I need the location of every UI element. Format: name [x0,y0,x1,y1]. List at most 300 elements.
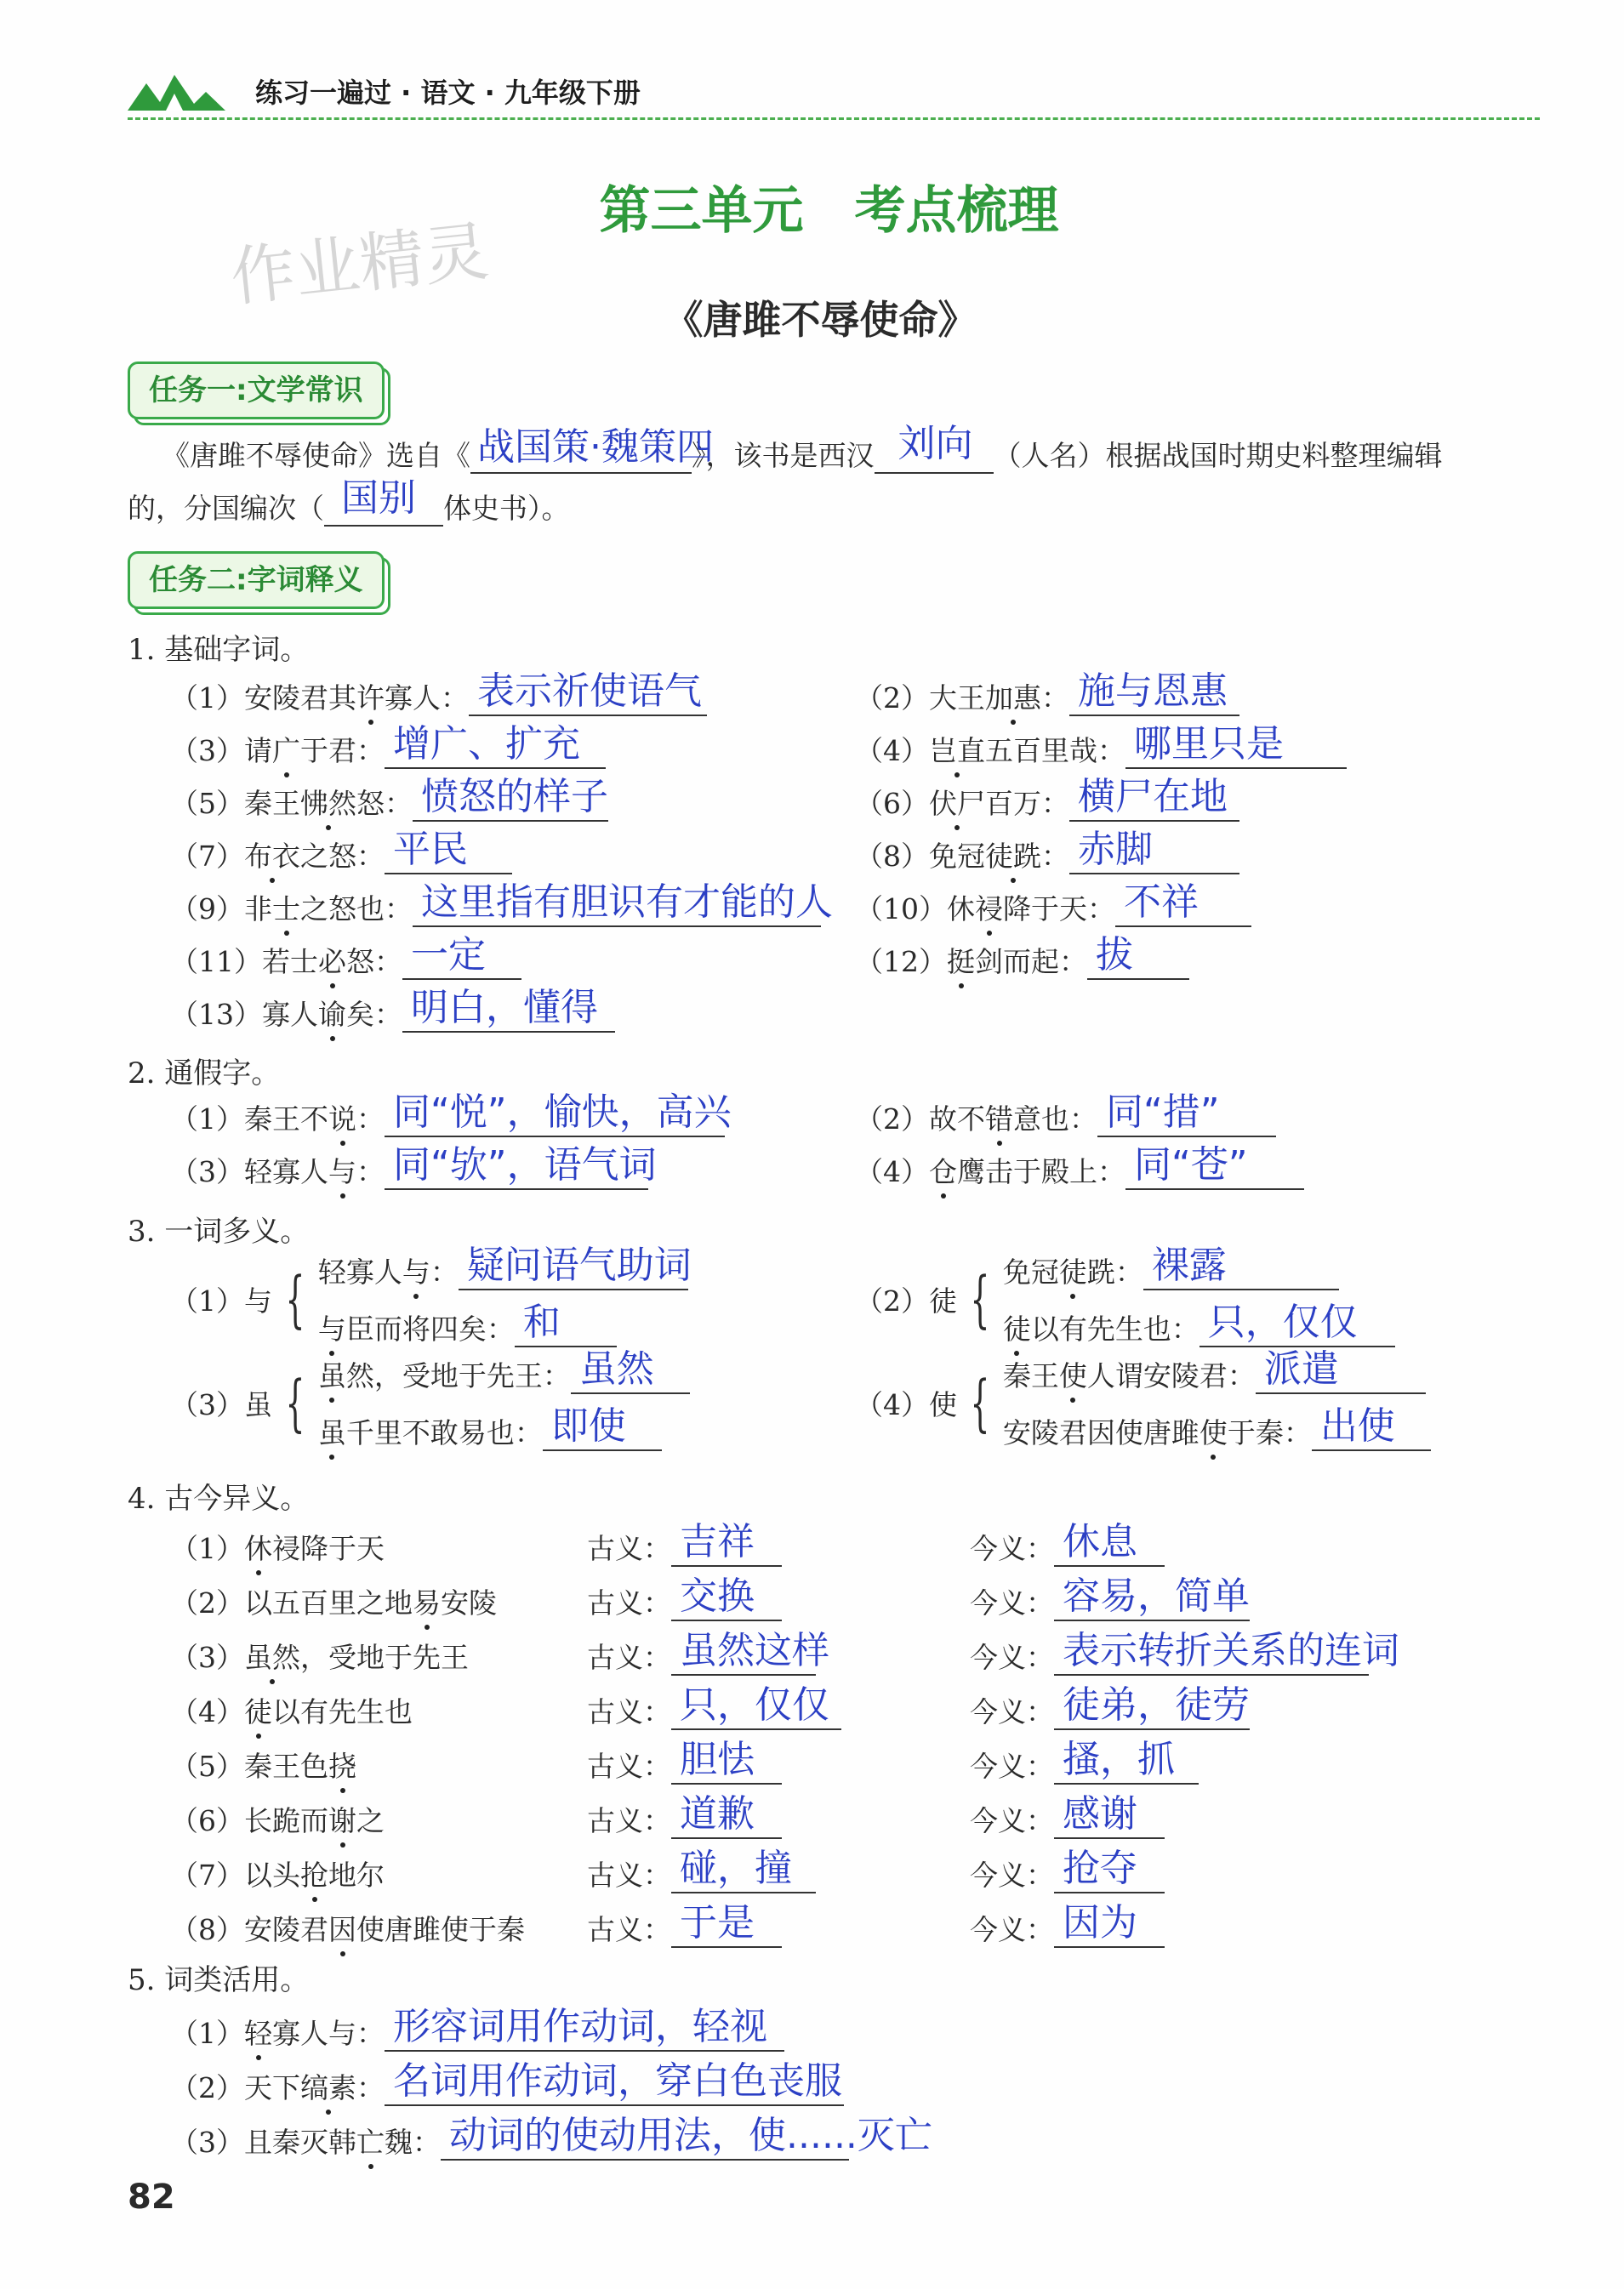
answer-blank[interactable] [413,880,833,927]
item-number: （7） [170,1859,244,1892]
item-key: 抢 [300,1853,328,1893]
item-post: ，受地于先王 [300,1641,469,1674]
answer-text: 表示祈使语气 [477,669,702,713]
brace: { [285,1367,305,1438]
answer-blank[interactable] [1069,775,1239,822]
item-post: 臣而将四矣： [345,1312,515,1346]
item-pre: 秦王 [1002,1359,1059,1392]
item-post: 以有先生也： [1030,1312,1199,1346]
jin-meaning [970,1792,1165,1839]
section4-title: 4. 古今异义。 [128,1482,310,1516]
answer-text: 疑问语气助词 [466,1244,692,1287]
item-key: 加惠 [985,676,1041,716]
answer-blank[interactable] [385,1090,732,1137]
item-number: （3） [170,2126,244,2159]
answer-text: 明白，懂得 [411,986,598,1029]
item-post: 怒： [346,945,402,978]
answer-text: 平民 [393,828,468,871]
item-post: 怒： [356,787,413,820]
jin-label: 今义： [970,1532,1054,1565]
answer-text: 即使 [550,1404,626,1448]
header-dashed-rule [128,117,1540,120]
item-number: （5） [170,787,244,820]
item-key: 虽 [318,1354,346,1394]
answer-blank[interactable] [1087,933,1189,980]
polysemy-group [855,1244,1395,1347]
vocab-row [170,986,615,1033]
answer-text: 动词的使动用法，使......灭亡 [449,2114,932,2157]
item-number: （3） [170,1387,244,1421]
item-key: 徒跣 [985,834,1041,874]
jin-answer-blank[interactable] [1054,1574,1250,1621]
section5-title: 5. 词类活用。 [128,1963,310,1997]
jin-label: 今义： [970,1859,1054,1892]
answer-blank[interactable] [469,669,707,716]
gu-answer-blank[interactable] [671,1847,816,1893]
polysemy-word: 与 [244,1284,272,1318]
item-key: 广 [272,729,300,769]
item-key: 徒 [1059,1250,1087,1290]
jin-label: 今义： [970,1695,1054,1728]
tongjia-row [170,1090,732,1137]
item-post: 千里不敢易也： [345,1416,543,1449]
answer-blank[interactable] [1256,1347,1426,1394]
brace: { [285,1263,305,1335]
item-key: 伏尸 [929,782,985,822]
page-number: 82 [128,2178,175,2217]
polysemy-lines [1002,1244,1395,1347]
item-key: 怫然 [300,782,356,822]
item-post: 以有先生也 [272,1695,413,1728]
blank-book[interactable] [470,425,714,474]
polysemy-line [317,1244,692,1290]
answer-blank[interactable] [1312,1404,1431,1451]
item-pre: 寡人 [262,998,318,1031]
item-pre: 请 [244,734,272,767]
answer-blank[interactable] [441,2114,932,2161]
vocab-row [170,669,707,716]
item-post: 矣： [346,998,402,1031]
jin-answer-blank[interactable] [1054,1629,1399,1676]
jin-meaning [970,1574,1250,1621]
header [128,60,1540,128]
answer-text: 虽然这样 [680,1629,829,1672]
answer-text: 胆怯 [680,1738,755,1781]
gu-label: 古义： [587,1859,671,1892]
item-post: 魏： [385,2126,441,2159]
answer-blank[interactable] [385,722,606,769]
item-post: ： [430,1256,459,1289]
item-key: 谢 [328,1799,356,1839]
item-key: 挠 [328,1745,356,1785]
answer-person: 刘向 [897,422,973,465]
item-pre: 大王 [929,681,985,715]
item-key: 许 [356,676,385,716]
gu-meaning [587,1847,816,1893]
answer-text: 感谢 [1063,1792,1137,1836]
item-key: 缟素 [300,2066,356,2106]
answer-blank[interactable] [1069,669,1239,716]
mountain-logo-icon [128,68,230,116]
answer-text: 于是 [680,1901,755,1945]
vocab-row [855,775,1239,822]
item-pre: 免冠 [929,840,985,873]
item-post: 跣： [1086,1256,1143,1289]
gu-answer-blank[interactable] [671,1792,782,1839]
item-post: 降于天： [1003,892,1115,925]
item-key: 布衣 [244,834,300,874]
polysemy-line [1002,1244,1395,1290]
item-post: 使唐雎使于秦 [356,1913,525,1946]
item-key: 虽然 [244,1636,300,1676]
item-number: （8） [170,1913,244,1946]
gu-meaning [587,1574,782,1621]
gujin-row [170,1581,497,1621]
item-pre: 若士 [262,945,318,978]
item-key: 虽 [318,1411,346,1451]
tongjia-row [170,1143,657,1190]
item-number: （3） [170,734,244,767]
item-post: 鹰击于殿上： [957,1155,1125,1188]
item-post: 人谓安陵君： [1086,1359,1256,1392]
item-number: （6） [170,1804,244,1837]
item-pre: 休 [947,892,975,925]
item-post: 安陵 [441,1586,497,1620]
item-number: （4） [855,1155,929,1188]
gu-label: 古义： [587,1913,671,1946]
item-post: 然，受地于先王： [345,1359,571,1392]
answer-blank[interactable] [571,1347,690,1394]
jin-label: 今义： [970,1804,1054,1837]
gujin-row [170,1908,525,1948]
item-post: 之怒也： [300,892,413,925]
item-key: 祲 [975,887,1003,927]
item-key: 仓 [929,1150,957,1190]
item-key: 谕 [318,993,346,1033]
gu-meaning [587,1792,782,1839]
item-post: ： [1041,681,1069,715]
item-number: （10） [855,892,947,925]
answer-blank[interactable] [385,2059,844,2106]
answer-text: 道歉 [680,1792,755,1836]
item-pre: 秦王不 [244,1102,328,1136]
vocab-row [855,933,1189,980]
vocab-row [170,828,512,874]
answer-blank[interactable] [1125,1143,1304,1190]
gu-meaning [587,1520,782,1567]
jin-answer-blank[interactable] [1054,1847,1165,1893]
item-pre: 故不 [929,1102,985,1136]
answer-blank[interactable] [402,986,615,1033]
word-class-row [170,2059,844,2106]
answer-type: 国别 [341,476,416,520]
jin-answer-blank[interactable] [1054,1901,1165,1948]
item-number: （12） [855,945,947,978]
gu-meaning [587,1629,829,1676]
answer-text: 同“悦”，愉快，高兴 [393,1090,732,1134]
task1-paragraph-line2 [128,476,570,527]
jin-meaning [970,1847,1165,1893]
item-number: （6） [855,787,929,820]
item-key: 与 [402,1250,430,1290]
gujin-row [170,1853,385,1893]
answer-text: 同“措” [1106,1090,1220,1134]
item-pre: 安陵君其 [244,681,356,715]
item-pre: 轻寡人 [317,1256,402,1289]
item-post: 寡人： [385,681,469,715]
item-post: 意也： [1013,1102,1097,1136]
item-pre: 天下 [244,2071,300,2104]
item-number: （9） [170,892,244,925]
word-class-row [170,2114,932,2161]
item-post: 于秦： [1227,1416,1312,1449]
gu-answer-blank[interactable] [671,1574,782,1621]
jin-answer-blank[interactable] [1054,1520,1165,1567]
tongjia-row [855,1090,1276,1137]
gu-label: 古义： [587,1586,671,1620]
answer-text: 容易，简单 [1063,1574,1250,1618]
gu-answer-blank[interactable] [671,1629,829,1676]
jin-meaning [970,1629,1399,1676]
answer-text: 同“苍” [1134,1143,1248,1187]
task1-text-d: 的，分国编次（ [128,492,324,525]
item-post: 之 [356,1804,385,1837]
answer-text: 哪里只是 [1134,722,1284,766]
item-number: （1） [170,2017,244,2050]
jin-label: 今义： [970,1750,1054,1783]
item-key: 说 [328,1097,356,1137]
item-post: 寡人与： [272,2017,385,2050]
answer-text: 休息 [1063,1520,1137,1563]
answer-text: 碰，撞 [680,1847,792,1890]
jin-label: 今义： [970,1913,1054,1946]
item-number: （5） [170,1750,244,1783]
item-key: 与 [318,1307,346,1347]
answer-text: 吉祥 [680,1520,755,1563]
polysemy-word: 使 [929,1387,957,1421]
answer-text: 只，仅仅 [680,1683,829,1727]
gu-meaning [587,1901,782,1948]
answer-blank[interactable] [385,828,512,874]
answer-blank[interactable] [459,1244,692,1290]
item-pre: 安陵君 [244,1913,328,1946]
answer-blank[interactable] [1143,1244,1339,1290]
watermark: 作业精灵 [226,213,493,316]
item-pre: 轻寡人 [244,1155,328,1188]
answer-text: 施与恩惠 [1078,669,1228,713]
jin-label: 今义： [970,1641,1054,1674]
item-number: （7） [170,840,244,873]
answer-text: 一定 [411,933,486,977]
vocab-row [855,828,1239,874]
polysemy-line [1002,1404,1431,1451]
item-key: 休 [244,1527,272,1567]
answer-text: 赤脚 [1078,828,1153,871]
item-key: 徒 [1003,1307,1031,1347]
gu-answer-blank[interactable] [671,1738,782,1785]
polysemy-line [317,1347,690,1394]
vocab-row [170,722,606,769]
item-pre: 以头 [244,1859,300,1892]
item-pre: 非 [244,892,272,925]
item-key: 易 [413,1581,441,1621]
polysemy-group [170,1347,690,1451]
answer-text: 这里指有胆识有才能的人 [421,880,833,924]
task1-text-a: 《唐雎不辱使命》选自《 [162,439,470,472]
answer-text: 裸露 [1151,1244,1227,1287]
item-number: （4） [855,734,929,767]
item-pre: 秦王 [244,787,300,820]
item-pre: 免冠 [1002,1256,1059,1289]
gujin-row [170,1799,385,1839]
answer-blank[interactable] [543,1404,662,1451]
answer-text: 因为 [1063,1901,1137,1945]
item-key: 徒 [244,1690,272,1730]
polysemy-lines [1002,1347,1431,1451]
item-post: ： [356,1102,385,1136]
gu-label: 古义： [587,1750,671,1783]
answer-blank[interactable] [413,775,608,822]
item-key: 错 [985,1097,1013,1137]
answer-blank[interactable] [385,2005,784,2052]
answer-blank[interactable] [1097,1090,1276,1137]
answer-blank[interactable] [402,933,521,980]
task2-label: 任务二:字词释义 [128,551,385,609]
item-post: 剑而起： [975,945,1087,978]
item-post: 于君： [300,734,385,767]
word-class-row [170,2005,784,2052]
gu-label: 古义： [587,1532,671,1565]
unit-title: 第三单元 考点梳理 [599,181,1059,241]
answer-text: 搔，抓 [1063,1738,1175,1781]
item-post: ： [356,2071,385,2104]
answer-blank[interactable] [1115,880,1251,927]
item-pre: 长跪而 [244,1804,328,1837]
item-number: （1） [170,1102,244,1136]
item-key: 挺 [947,940,975,980]
vocab-row [855,669,1239,716]
item-number: （1） [170,1532,244,1565]
item-number: （2） [855,681,929,715]
jin-meaning [970,1901,1165,1948]
polysemy-lines [317,1244,692,1347]
item-post: ： [1041,840,1069,873]
item-key: 轻 [244,2012,272,2052]
jin-answer-blank[interactable] [1054,1683,1250,1730]
gu-answer-blank[interactable] [671,1520,782,1567]
item-number: （8） [855,840,929,873]
gu-label: 古义： [587,1695,671,1728]
task1-text-e: 体史书）。 [443,492,570,525]
answer-blank[interactable] [385,1143,657,1190]
blank-type[interactable] [324,476,443,527]
answer-text: 名词用作动词，穿白色丧服 [393,2059,842,2103]
gu-label: 古义： [587,1804,671,1837]
item-key: 岂直 [929,729,985,769]
gu-meaning [587,1738,782,1785]
answer-text: 抢夺 [1063,1847,1137,1890]
item-key: 使 [1199,1411,1228,1451]
item-pre: 且秦灭韩 [244,2126,356,2159]
item-post: ： [356,1155,385,1188]
answer-blank[interactable] [1069,828,1239,874]
item-post: 之怒： [300,840,385,873]
answer-text: 徒弟，徒劳 [1063,1683,1250,1727]
answer-text: 出使 [1319,1404,1395,1448]
item-key: 与 [328,1150,356,1190]
section2-title: 2. 通假字。 [128,1056,281,1090]
polysemy-line [317,1404,690,1451]
answer-text: 交换 [680,1574,755,1618]
answer-text: 只，仅仅 [1207,1301,1358,1344]
gu-answer-blank[interactable] [671,1683,841,1730]
answer-text: 拔 [1096,933,1133,977]
item-number: （4） [855,1387,929,1421]
jin-meaning [970,1683,1250,1730]
item-number: （11） [170,945,262,978]
task1-text-c: （人名）根据战国时期史料整理编辑 [993,439,1443,472]
jin-answer-blank[interactable] [1054,1738,1199,1785]
lesson-title: 《唐雎不辱使命》 [664,297,977,343]
gu-label: 古义： [587,1641,671,1674]
item-post: 百万： [985,787,1069,820]
vocab-row [170,933,521,980]
task1-text-b: 》，该书是西汉 [692,439,875,472]
vocab-row [855,880,1251,927]
jin-answer-blank[interactable] [1054,1792,1165,1839]
item-pre: 以五百里之地 [244,1586,413,1620]
item-post: 五百里哉： [985,734,1125,767]
gu-meaning [587,1683,841,1730]
item-number: （3） [170,1155,244,1188]
blank-person[interactable] [875,422,994,474]
item-key: 使 [1059,1354,1087,1394]
item-number: （2） [170,1586,244,1620]
item-key: 因 [328,1908,356,1948]
item-post: 祲降于天 [272,1532,385,1565]
answer-book: 战国策·魏策四 [477,425,714,469]
item-pre: 秦王色 [244,1750,328,1783]
item-number: （3） [170,1641,244,1674]
answer-text: 虽然 [578,1347,654,1391]
polysemy-group [170,1244,692,1347]
gu-answer-blank[interactable] [671,1901,782,1948]
answer-text: 派遣 [1263,1347,1339,1391]
item-number: （1） [170,1284,244,1318]
vocab-row [170,775,608,822]
gujin-row [170,1690,413,1730]
item-number: （13） [170,998,262,1031]
answer-text: 和 [522,1301,561,1344]
answer-blank[interactable] [1125,722,1347,769]
section1-title: 1. 基础字词。 [128,633,310,667]
jin-label: 今义： [970,1586,1054,1620]
task1-label: 任务一:文学常识 [128,362,385,419]
item-key: 士 [272,887,300,927]
item-key: 亡 [356,2121,385,2161]
item-number: （4） [170,1695,244,1728]
vocab-row [170,880,833,927]
answer-text: 同“欤”，语气词 [393,1143,657,1187]
answer-text: 增广、扩充 [393,722,580,766]
answer-text: 表示转折关系的连词 [1063,1629,1399,1672]
section3-title: 3. 一词多义。 [128,1215,310,1249]
item-post: 地尔 [328,1859,385,1892]
gujin-row [170,1636,469,1676]
polysemy-word: 虽 [244,1387,272,1421]
series-title: 练习一遍过 · 语文 · 九年级下册 [255,77,641,109]
answer-text: 横尸在地 [1078,775,1228,818]
